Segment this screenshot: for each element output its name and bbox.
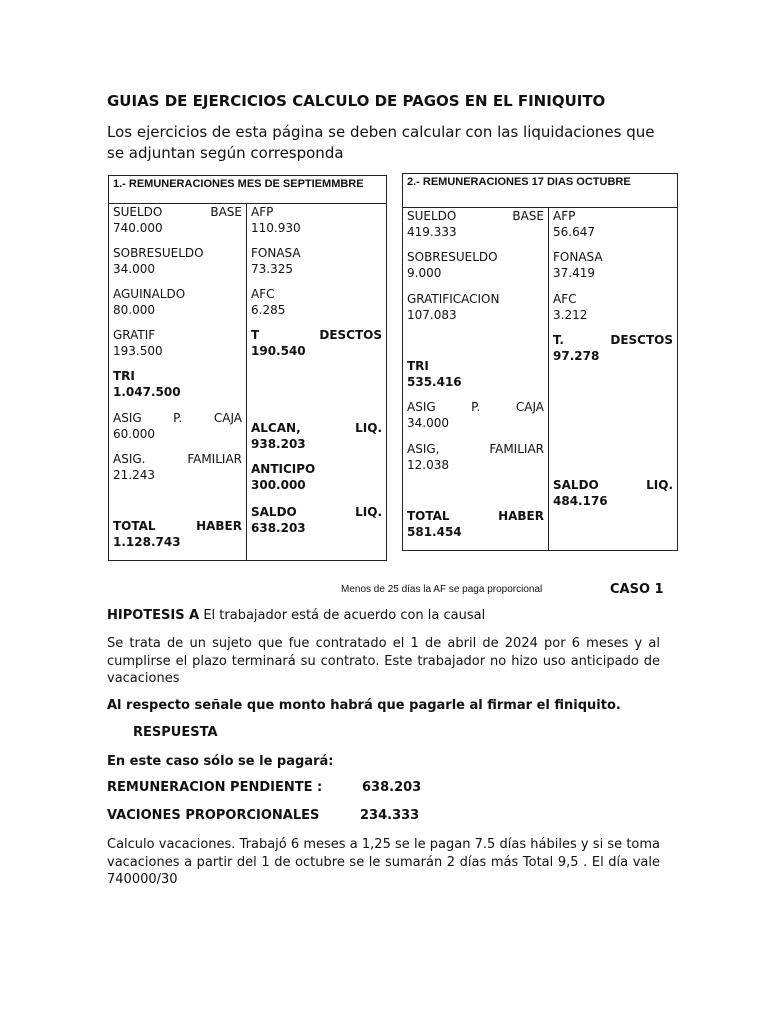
cell-value: 97.278 — [553, 349, 600, 363]
cell-label — [553, 477, 673, 493]
cell-label-word: TRI — [407, 359, 429, 373]
cell-value: 419.333 — [407, 225, 457, 239]
cell-value: 3.212 — [553, 308, 588, 322]
table-cell — [553, 291, 673, 323]
table-cell — [113, 451, 242, 483]
case-description: Se trata de un sujeto que fue contratado el 1 de abril de 2024 por 6 meses y al cumplirse el plazo terminará su contrato. Este trabajador no hizo uso anticipado de vacaciones — [107, 636, 660, 686]
cell-label-word: TOTAL — [113, 519, 156, 533]
remuneraciones-octubre-table — [402, 173, 678, 551]
respuesta-label: RESPUESTA — [133, 725, 218, 740]
cell-label-word: SALDO — [553, 478, 599, 492]
cell-label-word: DESCTOS — [319, 328, 382, 342]
cell-value: 80.000 — [113, 303, 155, 317]
cell-label-word: TRI — [113, 369, 135, 383]
cell-value: 107.083 — [407, 308, 457, 322]
cell-label-word: SUELDO — [407, 209, 457, 223]
caso-label: CASO 1 — [610, 582, 664, 597]
cell-label — [553, 291, 673, 307]
af-note: Menos de 25 días la AF se paga proporcional — [341, 584, 543, 595]
remuneracion-pendiente-value: 638.203 — [362, 780, 422, 795]
cell-label — [113, 368, 242, 384]
cell-label-word: ASIG — [113, 411, 142, 425]
cell-label-word: AFC — [553, 292, 577, 306]
table-cell — [113, 245, 242, 277]
cell-label-word: GRATIF — [113, 328, 156, 342]
table-cell — [251, 327, 382, 359]
cell-value: 110.930 — [251, 221, 301, 235]
table-cell — [113, 518, 242, 550]
cell-value: 34.000 — [113, 262, 155, 276]
cell-value: 12.038 — [407, 458, 449, 472]
table-cell — [553, 208, 673, 240]
cell-label-word: LIQ. — [355, 421, 382, 435]
cell-label — [407, 358, 544, 374]
table-cell — [553, 249, 673, 281]
cell-value: 638.203 — [251, 521, 306, 535]
cell-label-word: ASIG — [407, 400, 436, 414]
table-cell — [407, 358, 544, 390]
cell-label — [251, 504, 382, 520]
cell-label — [251, 204, 382, 220]
cell-value: 34.000 — [407, 416, 449, 430]
table-cell — [251, 204, 382, 236]
cell-label-word: P. — [471, 400, 481, 414]
table-cell — [113, 410, 242, 442]
question: Al respecto señale que monto habrá que pagarle al firmar el finiquito. — [107, 698, 621, 713]
cell-value: 740.000 — [113, 221, 163, 235]
hipotesis-label: HIPOTESIS A — [107, 608, 200, 623]
cell-value: 56.647 — [553, 225, 595, 239]
vacaciones-proporcionales-value: 234.333 — [360, 808, 420, 823]
cell-label — [407, 441, 544, 457]
cell-label-word: FONASA — [251, 246, 301, 260]
cell-value: 190.540 — [251, 344, 306, 358]
cell-value: 581.454 — [407, 525, 462, 539]
descuentos-column — [549, 208, 677, 550]
table-cell — [113, 327, 242, 359]
table-cell — [113, 204, 242, 236]
cell-label — [407, 249, 544, 265]
cell-label-word: P. — [173, 411, 183, 425]
haberes-column — [403, 208, 549, 550]
table-cell — [407, 208, 544, 240]
table-cell — [407, 508, 544, 540]
table-cell — [407, 441, 544, 473]
remuneraciones-septiembre-table — [108, 175, 387, 561]
table-cell — [251, 420, 382, 452]
cell-value: 9.000 — [407, 266, 442, 280]
cell-label-word: FONASA — [553, 250, 603, 264]
cell-label — [113, 518, 242, 534]
table-cell — [113, 286, 242, 318]
cell-label-word: FAMILIAR — [489, 442, 544, 456]
cell-value: 73.325 — [251, 262, 293, 276]
cell-value: 1.047.500 — [113, 385, 181, 399]
cell-label — [251, 461, 382, 477]
cell-label-word: TOTAL — [407, 509, 450, 523]
cell-label-word: AFP — [251, 205, 274, 219]
cell-value: 60.000 — [113, 427, 155, 441]
cell-value: 21.243 — [113, 468, 155, 482]
cell-label-word: CAJA — [213, 411, 242, 425]
cell-label-word: T. — [553, 333, 564, 347]
page-title: GUIAS DE EJERCICIOS CALCULO DE PAGOS EN EL FINIQUITO — [107, 92, 606, 110]
cell-label-word: ASIG. — [113, 452, 146, 466]
cell-label — [113, 245, 242, 261]
hipotesis-line — [107, 607, 660, 625]
cell-label — [553, 249, 673, 265]
cell-value: 1.128.743 — [113, 535, 181, 549]
cell-label — [251, 286, 382, 302]
cell-value: 193.500 — [113, 344, 163, 358]
cell-label — [407, 399, 544, 415]
cell-value: 300.000 — [251, 478, 306, 492]
cell-label-word: T — [251, 328, 260, 342]
cell-label-word: AFC — [251, 287, 275, 301]
remuneracion-pendiente-label: REMUNERACION PENDIENTE : — [107, 780, 323, 795]
cell-label-word: SALDO — [251, 505, 297, 519]
table-cell — [553, 332, 673, 364]
cell-value: 37.419 — [553, 266, 595, 280]
hipotesis-text: El trabajador está de acuerdo con la causal — [199, 608, 486, 623]
cell-value: 535.416 — [407, 375, 462, 389]
cell-value: 938.203 — [251, 437, 306, 451]
cell-label — [251, 327, 382, 343]
cell-label-word: FAMILIAR — [187, 452, 242, 466]
cell-label-word: CAJA — [515, 400, 544, 414]
cell-label-word: AFP — [553, 209, 576, 223]
vacaciones-proporcionales-label: VACIONES PROPORCIONALES — [107, 808, 320, 823]
cell-value: 6.285 — [251, 303, 286, 317]
haberes-column — [109, 204, 247, 560]
cell-label-word: DESCTOS — [610, 333, 673, 347]
cell-label — [407, 508, 544, 524]
table-cell — [113, 368, 242, 400]
table-cell — [407, 249, 544, 281]
cell-label-word: HABER — [498, 509, 544, 523]
cell-label-word: BASE — [512, 209, 544, 223]
cell-label — [407, 208, 544, 224]
cell-label — [113, 204, 242, 220]
cell-label-word: BASE — [210, 205, 242, 219]
cell-label — [113, 410, 242, 426]
table-header: 1.- REMUNERACIONES MES DE SEPTIEMMBRE — [109, 176, 386, 204]
cell-label-word: SOBRESUELDO — [407, 250, 498, 264]
table-cell — [553, 477, 673, 509]
cell-label-word: ANTICIPO — [251, 462, 316, 476]
cell-label — [407, 291, 544, 307]
cell-label — [113, 327, 242, 343]
table-cell — [251, 245, 382, 277]
table-cell — [251, 461, 382, 493]
table-cell — [251, 504, 382, 536]
cell-label — [251, 420, 382, 436]
calculo-vacaciones: Calculo vacaciones. Trabajó 6 meses a 1,25 se le pagan 7.5 días hábiles y si se toma vacaciones a partir del 1 de octubre se le sumarán 2 días más Total 9,5 . El día vale 740000/30 — [107, 837, 660, 887]
table-cell — [407, 291, 544, 323]
cell-label — [553, 208, 673, 224]
cell-label-word: GRATIFICACION — [407, 292, 500, 306]
cell-label-word: ASIG, — [407, 442, 440, 456]
intro-paragraph: Los ejercicios de esta página se deben calcular con las liquidaciones que se adjuntan según corresponda — [107, 123, 655, 162]
cell-label — [113, 451, 242, 467]
table-cell — [407, 399, 544, 431]
cell-label-word: AGUINALDO — [113, 287, 186, 301]
table-cell — [251, 286, 382, 318]
cell-label-word: ALCAN, — [251, 421, 301, 435]
cell-label — [113, 286, 242, 302]
cell-value: 484.176 — [553, 494, 608, 508]
cell-label-word: LIQ. — [355, 505, 382, 519]
cell-label — [553, 332, 673, 348]
cell-label-word: SUELDO — [113, 205, 163, 219]
cell-label-word: LIQ. — [646, 478, 673, 492]
cell-label-word: HABER — [196, 519, 242, 533]
descuentos-column — [247, 204, 386, 560]
caso-text: En este caso sólo se le pagará: — [107, 754, 334, 769]
cell-label — [251, 245, 382, 261]
cell-label-word: SOBRESUELDO — [113, 246, 204, 260]
table-header: 2.- REMUNERACIONES 17 DIAS OCTUBRE — [403, 174, 677, 208]
